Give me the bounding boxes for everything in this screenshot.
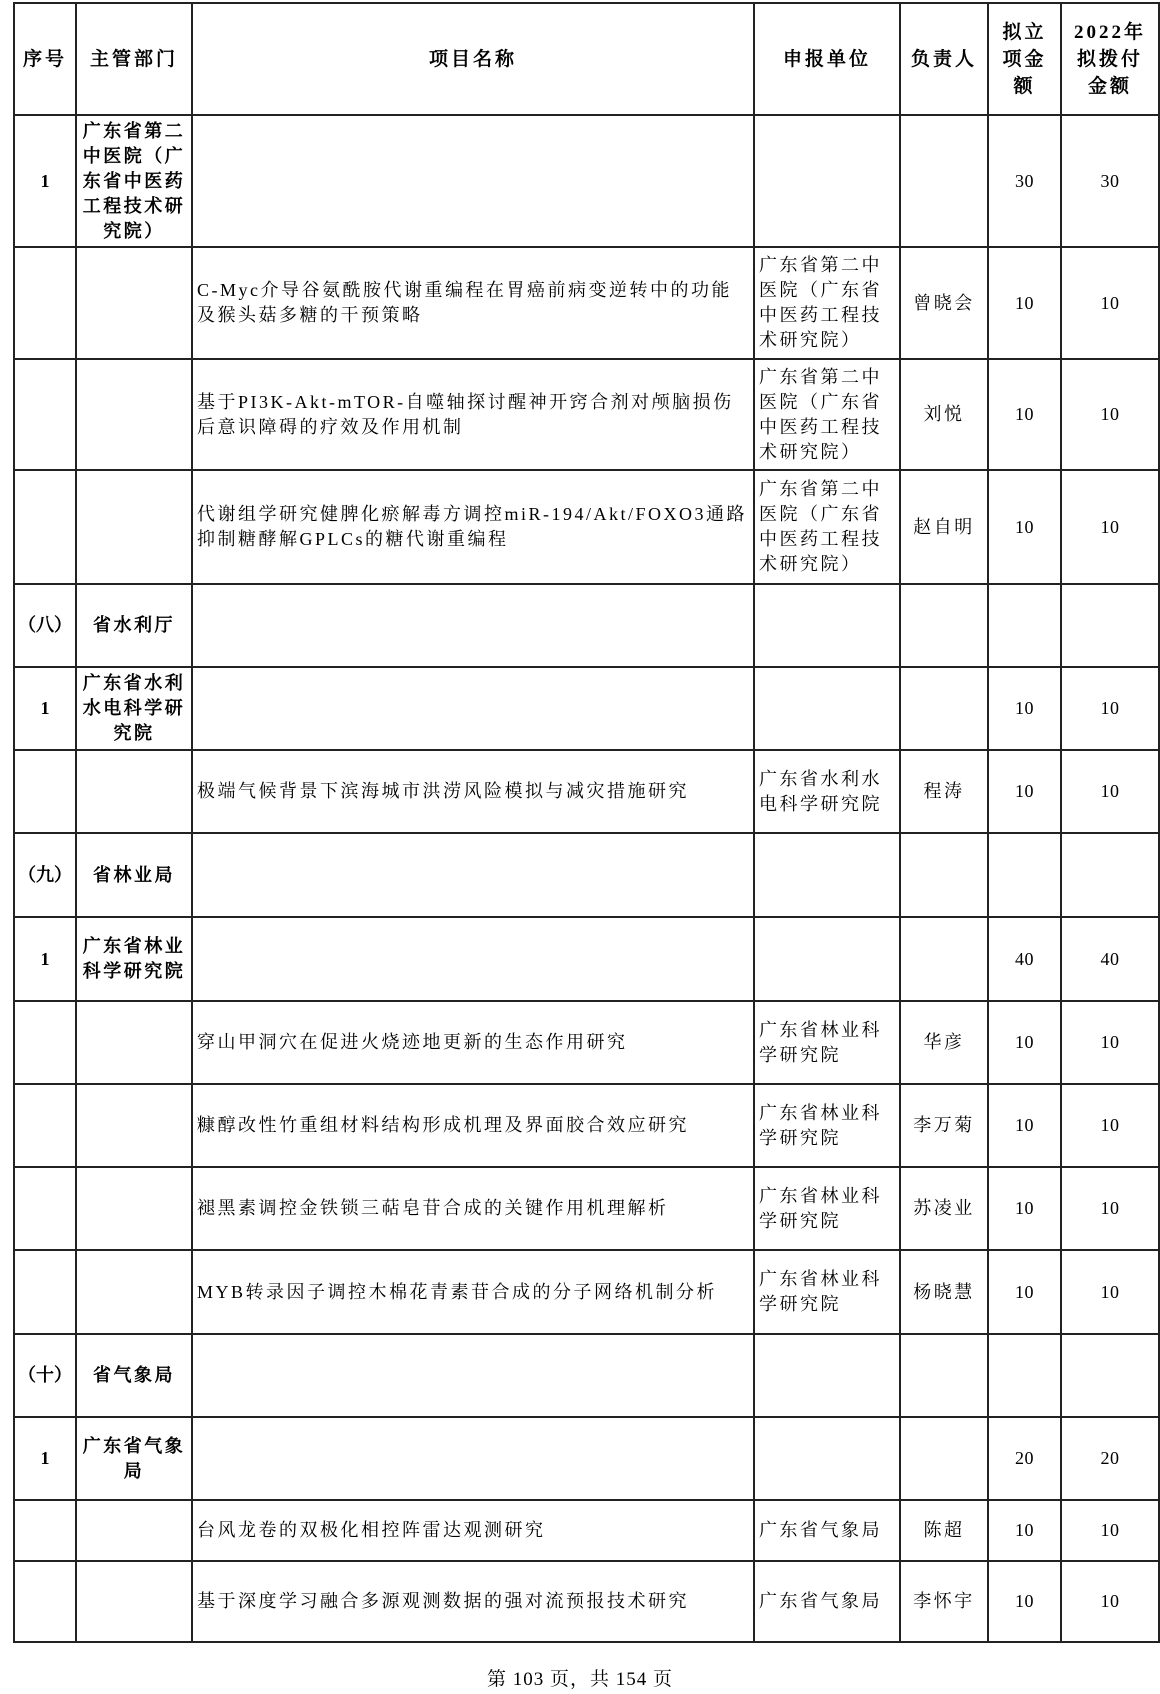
cell-approved-amount: 10 bbox=[988, 1500, 1061, 1561]
cell-2022-allocation: 10 bbox=[1061, 1500, 1159, 1561]
cell-approved-amount: 10 bbox=[988, 247, 1061, 359]
cell-department bbox=[76, 359, 192, 470]
header-approved-amount: 拟立项金额 bbox=[988, 3, 1061, 115]
cell-index: （十） bbox=[14, 1334, 76, 1417]
cell-applicant-unit bbox=[754, 1417, 900, 1500]
cell-applicant-unit: 广东省第二中医院（广东省中医药工程技术研究院） bbox=[754, 247, 900, 359]
table-row bbox=[14, 247, 1159, 359]
table-row bbox=[14, 1001, 1159, 1084]
cell-index bbox=[14, 1001, 76, 1084]
cell-principal: 刘悦 bbox=[900, 359, 988, 470]
cell-principal bbox=[900, 833, 988, 917]
cell-project-name: 糠醇改性竹重组材料结构形成机理及界面胶合效应研究 bbox=[192, 1084, 754, 1167]
cell-principal: 李万菊 bbox=[900, 1084, 988, 1167]
cell-index bbox=[14, 1250, 76, 1334]
cell-applicant-unit: 广东省林业科学研究院 bbox=[754, 1250, 900, 1334]
table-row bbox=[14, 1167, 1159, 1250]
cell-approved-amount: 40 bbox=[988, 917, 1061, 1001]
cell-approved-amount: 30 bbox=[988, 115, 1061, 247]
cell-department: 广东省水利水电科学研究院 bbox=[76, 667, 192, 750]
cell-applicant-unit bbox=[754, 917, 900, 1001]
table-header bbox=[14, 3, 1159, 115]
table-row bbox=[14, 359, 1159, 470]
cell-index: 1 bbox=[14, 917, 76, 1001]
cell-principal bbox=[900, 667, 988, 750]
cell-applicant-unit bbox=[754, 667, 900, 750]
cell-2022-allocation: 10 bbox=[1061, 1250, 1159, 1334]
cell-index: 1 bbox=[14, 667, 76, 750]
table-row bbox=[14, 750, 1159, 833]
cell-applicant-unit: 广东省气象局 bbox=[754, 1500, 900, 1561]
cell-principal: 李怀宇 bbox=[900, 1561, 988, 1642]
cell-principal: 华彦 bbox=[900, 1001, 988, 1084]
table-row bbox=[14, 115, 1159, 247]
cell-index bbox=[14, 247, 76, 359]
cell-2022-allocation bbox=[1061, 1334, 1159, 1417]
cell-approved-amount: 10 bbox=[988, 1001, 1061, 1084]
cell-applicant-unit: 广东省第二中医院（广东省中医药工程技术研究院） bbox=[754, 359, 900, 470]
cell-applicant-unit: 广东省林业科学研究院 bbox=[754, 1084, 900, 1167]
table-row bbox=[14, 667, 1159, 750]
table-row bbox=[14, 470, 1159, 584]
cell-approved-amount: 10 bbox=[988, 470, 1061, 584]
cell-approved-amount: 10 bbox=[988, 1167, 1061, 1250]
cell-index: （九） bbox=[14, 833, 76, 917]
cell-project-name: 基于PI3K-Akt-mTOR-自噬轴探讨醒神开窍合剂对颅脑损伤后意识障碍的疗效及作用机制 bbox=[192, 359, 754, 470]
cell-department: 广东省气象局 bbox=[76, 1417, 192, 1500]
cell-principal: 曾晓会 bbox=[900, 247, 988, 359]
cell-project-name: 穿山甲洞穴在促进火烧迹地更新的生态作用研究 bbox=[192, 1001, 754, 1084]
cell-approved-amount: 10 bbox=[988, 1561, 1061, 1642]
cell-2022-allocation: 10 bbox=[1061, 247, 1159, 359]
cell-department: 省林业局 bbox=[76, 833, 192, 917]
project-funding-table bbox=[13, 2, 1160, 1643]
cell-department bbox=[76, 750, 192, 833]
cell-principal: 苏凌业 bbox=[900, 1167, 988, 1250]
cell-index bbox=[14, 470, 76, 584]
cell-project-name bbox=[192, 917, 754, 1001]
cell-approved-amount: 20 bbox=[988, 1417, 1061, 1500]
cell-approved-amount: 10 bbox=[988, 1084, 1061, 1167]
cell-project-name bbox=[192, 1334, 754, 1417]
header-project-name: 项目名称 bbox=[192, 3, 754, 115]
cell-index bbox=[14, 359, 76, 470]
cell-applicant-unit: 广东省水利水电科学研究院 bbox=[754, 750, 900, 833]
cell-principal bbox=[900, 917, 988, 1001]
cell-department bbox=[76, 1167, 192, 1250]
page-footer: 第 103 页，共 154 页 bbox=[486, 1669, 673, 1690]
cell-index bbox=[14, 1084, 76, 1167]
cell-department bbox=[76, 247, 192, 359]
cell-department bbox=[76, 1001, 192, 1084]
cell-2022-allocation: 10 bbox=[1061, 1167, 1159, 1250]
cell-project-name: 代谢组学研究健脾化瘀解毒方调控miR-194/Akt/FOXO3通路抑制糖酵解GPLCs的糖代谢重编程 bbox=[192, 470, 754, 584]
header-applicant-unit: 申报单位 bbox=[754, 3, 900, 115]
table-row bbox=[14, 584, 1159, 667]
cell-applicant-unit bbox=[754, 115, 900, 247]
cell-project-name: 基于深度学习融合多源观测数据的强对流预报技术研究 bbox=[192, 1561, 754, 1642]
cell-2022-allocation bbox=[1061, 584, 1159, 667]
table-row bbox=[14, 1500, 1159, 1561]
table-body bbox=[14, 115, 1159, 1642]
cell-applicant-unit bbox=[754, 584, 900, 667]
cell-2022-allocation bbox=[1061, 833, 1159, 917]
cell-project-name: MYB转录因子调控木棉花青素苷合成的分子网络机制分析 bbox=[192, 1250, 754, 1334]
cell-2022-allocation: 10 bbox=[1061, 750, 1159, 833]
cell-applicant-unit: 广东省气象局 bbox=[754, 1561, 900, 1642]
cell-project-name: 褪黑素调控金铁锁三萜皂苷合成的关键作用机理解析 bbox=[192, 1167, 754, 1250]
table-row bbox=[14, 1334, 1159, 1417]
cell-index bbox=[14, 1500, 76, 1561]
cell-2022-allocation: 10 bbox=[1061, 470, 1159, 584]
cell-2022-allocation: 10 bbox=[1061, 359, 1159, 470]
cell-index bbox=[14, 1561, 76, 1642]
cell-department: 省气象局 bbox=[76, 1334, 192, 1417]
cell-project-name: C-Myc介导谷氨酰胺代谢重编程在胃癌前病变逆转中的功能及猴头菇多糖的干预策略 bbox=[192, 247, 754, 359]
cell-approved-amount bbox=[988, 1334, 1061, 1417]
header-2022-allocation: 2022年拟拨付金额 bbox=[1061, 3, 1159, 115]
cell-applicant-unit: 广东省林业科学研究院 bbox=[754, 1167, 900, 1250]
cell-project-name bbox=[192, 1417, 754, 1500]
cell-index bbox=[14, 750, 76, 833]
cell-approved-amount: 10 bbox=[988, 750, 1061, 833]
cell-department: 广东省第二中医院（广东省中医药工程技术研究院） bbox=[76, 115, 192, 247]
header-row bbox=[14, 3, 1159, 115]
cell-approved-amount: 10 bbox=[988, 667, 1061, 750]
cell-index: 1 bbox=[14, 1417, 76, 1500]
table-row bbox=[14, 833, 1159, 917]
cell-project-name: 台风龙卷的双极化相控阵雷达观测研究 bbox=[192, 1500, 754, 1561]
cell-approved-amount: 10 bbox=[988, 1250, 1061, 1334]
cell-2022-allocation: 30 bbox=[1061, 115, 1159, 247]
header-department: 主管部门 bbox=[76, 3, 192, 115]
cell-2022-allocation: 20 bbox=[1061, 1417, 1159, 1500]
cell-principal: 杨晓慧 bbox=[900, 1250, 988, 1334]
cell-project-name bbox=[192, 115, 754, 247]
cell-department: 省水利厅 bbox=[76, 584, 192, 667]
cell-index: （八） bbox=[14, 584, 76, 667]
cell-project-name: 极端气候背景下滨海城市洪涝风险模拟与减灾措施研究 bbox=[192, 750, 754, 833]
cell-2022-allocation: 10 bbox=[1061, 1561, 1159, 1642]
cell-index: 1 bbox=[14, 115, 76, 247]
cell-2022-allocation: 40 bbox=[1061, 917, 1159, 1001]
cell-principal bbox=[900, 1417, 988, 1500]
cell-principal: 程涛 bbox=[900, 750, 988, 833]
cell-2022-allocation: 10 bbox=[1061, 1001, 1159, 1084]
cell-approved-amount bbox=[988, 584, 1061, 667]
table-row bbox=[14, 1250, 1159, 1334]
cell-department bbox=[76, 1250, 192, 1334]
table-row bbox=[14, 1417, 1159, 1500]
cell-2022-allocation: 10 bbox=[1061, 667, 1159, 750]
cell-principal: 陈超 bbox=[900, 1500, 988, 1561]
cell-department bbox=[76, 470, 192, 584]
cell-approved-amount: 10 bbox=[988, 359, 1061, 470]
table-row bbox=[14, 917, 1159, 1001]
cell-2022-allocation: 10 bbox=[1061, 1084, 1159, 1167]
table-row bbox=[14, 1084, 1159, 1167]
cell-principal bbox=[900, 1334, 988, 1417]
cell-approved-amount bbox=[988, 833, 1061, 917]
cell-applicant-unit: 广东省林业科学研究院 bbox=[754, 1001, 900, 1084]
cell-department bbox=[76, 1084, 192, 1167]
cell-department bbox=[76, 1500, 192, 1561]
cell-department: 广东省林业科学研究院 bbox=[76, 917, 192, 1001]
header-principal: 负责人 bbox=[900, 3, 988, 115]
cell-principal bbox=[900, 584, 988, 667]
cell-index bbox=[14, 1167, 76, 1250]
cell-applicant-unit bbox=[754, 1334, 900, 1417]
cell-principal: 赵自明 bbox=[900, 470, 988, 584]
cell-principal bbox=[900, 115, 988, 247]
cell-project-name bbox=[192, 667, 754, 750]
table-row bbox=[14, 1561, 1159, 1642]
header-index: 序号 bbox=[14, 3, 76, 115]
cell-department bbox=[76, 1561, 192, 1642]
cell-project-name bbox=[192, 584, 754, 667]
cell-project-name bbox=[192, 833, 754, 917]
cell-applicant-unit: 广东省第二中医院（广东省中医药工程技术研究院） bbox=[754, 470, 900, 584]
cell-applicant-unit bbox=[754, 833, 900, 917]
